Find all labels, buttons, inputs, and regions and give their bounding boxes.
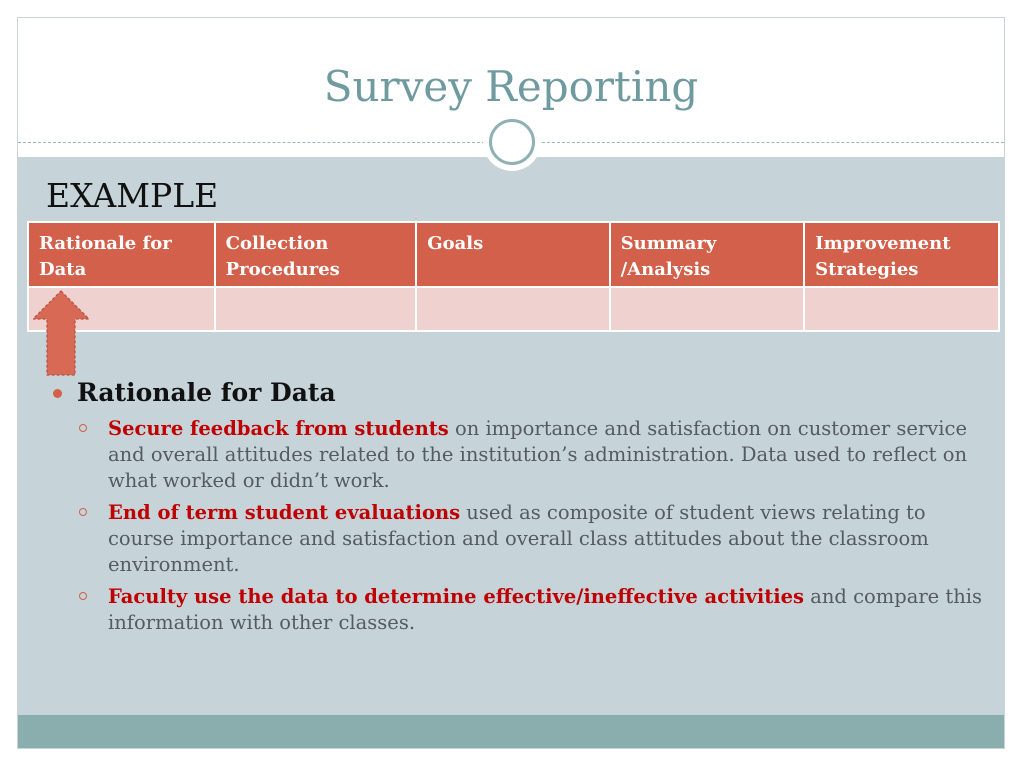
table-header-cell: Improvement Strategies: [804, 222, 999, 287]
survey-table: [27, 221, 1000, 332]
sub-bullet: [53, 416, 988, 494]
sub-bullet-emphasis: Faculty use the data to determine effective/ineffective activities: [108, 585, 805, 608]
up-arrow-icon: [33, 289, 93, 379]
bullet-heading: [53, 378, 988, 408]
ring-bullet-icon: [79, 424, 87, 432]
table-header-cell: Rationale for Data: [28, 222, 215, 287]
sub-bullet-emphasis: Secure feedback from students: [108, 417, 449, 440]
footer-bar: [18, 715, 1004, 748]
bullet-heading-text: Rationale for Data: [77, 378, 336, 407]
sub-bullet: [53, 500, 988, 578]
sub-bullet-emphasis: End of term student evaluations: [108, 501, 461, 524]
table-cell: [416, 287, 609, 331]
bullet-dot-icon: [53, 389, 62, 398]
sub-bullet-text: used as composite of student views relating to course importance and satisfaction and overall class attitudes about the classroom environment.: [108, 501, 929, 576]
table-cell: [215, 287, 417, 331]
table-row: [28, 287, 999, 331]
table-header-cell: Goals: [416, 222, 609, 287]
sub-bullet: [53, 584, 988, 636]
bullet-list: [53, 378, 988, 642]
example-heading: EXAMPLE: [46, 176, 219, 215]
table-header-row: [28, 222, 999, 287]
slide-title: Survey Reporting: [323, 62, 699, 111]
table-cell: [610, 287, 805, 331]
divider-circle-icon: [489, 119, 535, 165]
table-cell: [804, 287, 999, 331]
ring-bullet-icon: [79, 508, 87, 516]
table-header-cell: Collection Procedures: [215, 222, 417, 287]
ring-bullet-icon: [79, 592, 87, 600]
sub-bullet-text: and compare this information with other classes.: [108, 585, 983, 634]
slide: [17, 17, 1005, 749]
sub-bullet-text: on importance and satisfaction on customer service and overall attitudes related to the institution’s administration. Data used to reflect on what worked or didn’t work.: [108, 417, 968, 492]
table-header-cell: Summary /Analysis: [610, 222, 805, 287]
